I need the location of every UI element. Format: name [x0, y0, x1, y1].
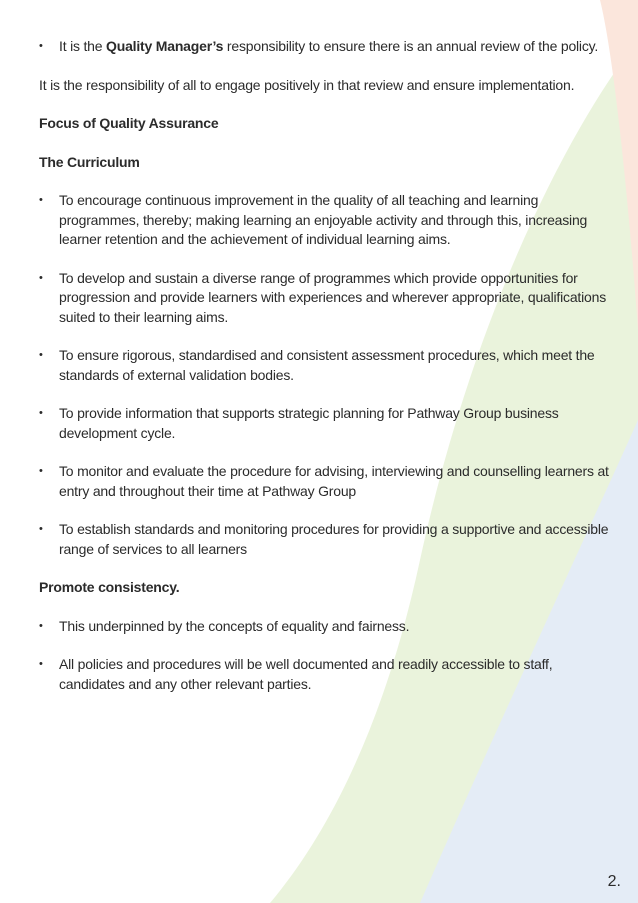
bullet-marker: • [39, 658, 43, 670]
list-item-text: To provide information that supports strategic planning for Pathway Group business development cycle. [59, 405, 559, 441]
page-number: 2. [607, 873, 621, 890]
bullet-marker: • [39, 40, 43, 52]
quality-manager-emphasis: Quality Manager’s [106, 38, 224, 54]
bullet-marker: • [39, 349, 43, 361]
list-item [39, 655, 619, 694]
list-item-text: To establish standards and monitoring procedures for providing a supportive and accessible range of services to all learners [59, 521, 609, 557]
intro-suffix: responsibility to ensure there is an annual review of the policy. [223, 38, 599, 54]
section-heading: Focus of Quality Assurance [39, 115, 219, 131]
list-item [39, 404, 619, 443]
curriculum-heading: The Curriculum [39, 153, 140, 170]
document-body [39, 37, 619, 713]
list-item-text: All policies and procedures will be well documented and readily accessible to staff, candidates and any other relevant parties. [59, 656, 553, 692]
consistency-heading: Promote consistency. [39, 579, 180, 595]
intro-prefix: It is the [59, 38, 107, 54]
list-item-text: To encourage continuous improvement in the quality of all teaching and learning programmes, thereby; making learning an enjoyable activity and through this, increasing learner retention and the achievement of individual learning aims. [59, 192, 588, 247]
list-item [39, 269, 619, 328]
list-item-text: This underpinned by the concepts of equality and fairness. [59, 617, 410, 634]
bullet-marker: • [39, 407, 43, 419]
list-item [39, 191, 619, 250]
bullet-marker: • [39, 194, 43, 206]
bullet-marker: • [39, 465, 43, 477]
intro-bullet [39, 37, 619, 57]
list-item-text: To monitor and evaluate the procedure for advising, interviewing and counselling learners at entry and throughout their time at Pathway Group [59, 463, 609, 499]
bullet-marker: • [39, 523, 43, 535]
bullet-marker: • [39, 619, 43, 632]
list-item-text: To develop and sustain a diverse range of programmes which provide opportunities for progression and provide learners with experiences and wherever appropriate, qualifications suited to their learning aims. [59, 269, 606, 325]
list-item-text: To ensure rigorous, standardised and consistent assessment procedures, which meet the standards of external validation bodies. [59, 347, 595, 383]
responsibility-paragraph: It is the responsibility of all to engage positively in that review and ensure implementation. [39, 76, 575, 93]
list-item [39, 462, 619, 501]
bullet-marker: • [39, 271, 43, 284]
list-item [39, 346, 619, 385]
list-item [39, 617, 619, 637]
list-item [39, 520, 619, 559]
